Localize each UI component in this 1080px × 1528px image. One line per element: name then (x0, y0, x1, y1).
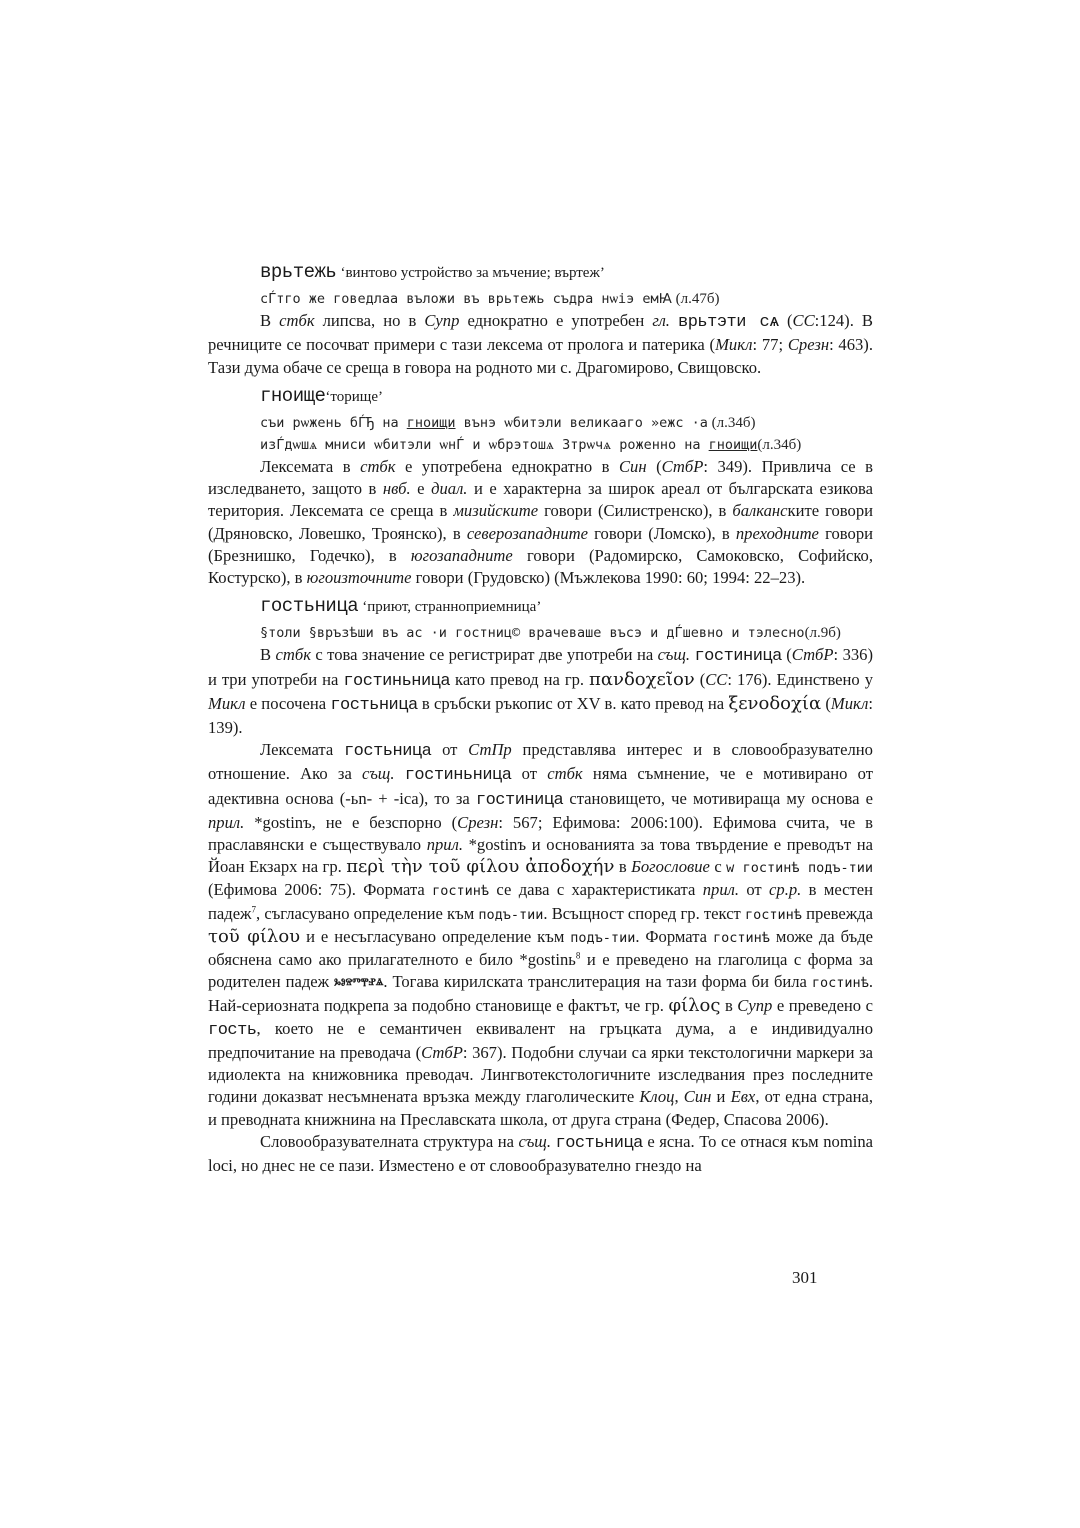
source-quote: съи рѡжень бЃЂ на гноищи вънэ ѡбитэли великааго »ежс ·а (л.34б) (260, 415, 756, 432)
page-number: 301 (792, 1268, 818, 1287)
source-quote: изЃдѡшѧ мниси ѡбитэли ѡнЃ и ѡбрэтошѧ Зтрѡчѧ роженно на гноищи(л.34б) (260, 437, 802, 454)
paragraph: В стбк липсва, но в Супр еднократно е употребен гл. врьтэти сѧ (СС:124). В речниците се посочват примери с тази лексема от пролога и патерика (Микл: 77; Срезн: 463). Тази дума обаче се среща в говора на родното ми с. Драгомирово, Свищовско. (208, 311, 873, 377)
entry-heading (208, 261, 873, 284)
paragraph: Словообразувателната структура на същ. гостьница е ясна. То се отнася към nomina loci, но днес не се пази. Изместено е от словообразувателно гнездо на (208, 1131, 873, 1175)
gloss: ‘приют, странноприемница’ (362, 599, 542, 616)
paragraph: Лексемата гостьница от СтПр представлява интерес и в словообразувателно отношение. Ако за същ. гостиньница от стбк няма съмнение, че е мотивирано от адективна основа (-ьn- + -ica), то за гостиница становището, че мотивираща му основа е прил. *gostinъ, не е безспорно (Срезн: 567; Ефимова: 2006:100). Ефимова счита, че в праславянски е съществувало прил. *gostinъ и основанията за това твърдение е преводът на Йоан Екзарх на гр. περὶ τὴν τοῦ φίλου ἀποδοχήν в Богословие с w гостинѣ подъ-тии (Ефимова 2006: 75). Формата гостинѣ се дава с характеристиката прил. от ср.р. в местен падеж$^7$, съгласувано определение към подъ-тии. Всъщност според гр. текст гостинѣ превежда τοῦ φίλου и е несъгласувано определение към подъ-тии. Формата гостинѣ може да бъде обяснена само ако прилагателното е било *gostinь$^8$ и е преведено на глаголица с форма за родителен падеж ⰳⱁⱄⱅⰹⱀⱑ. Тогава кирилската транслитерация на тази форма би била гостинѣ. Най-сериозната подкрепа за подобно становище е фактът, че гр. φίλος в Супр е преведено с гость, което не е семантичен еквивалент на гръцката дума, а е индивидуално предпочитание на преводача (СтбР: 367). Подобни случаи са ярки текстологични маркери за идиолекта на книжовника преводач. Лингвотекстологичните изследвания през последните години доказват несъмнената връзка между глаголическите Клоц, Син и Евх, от една страна, и преводната книжнина на Преславската школа, от друга страна (Федер, Спасова 2006). (208, 740, 874, 1129)
page-body (208, 255, 873, 1177)
paragraph: В стбк с това значение се регистрират две употреби на същ. гостиница (СтбР: 336) и три употреби на гостиньница като превод на гр. πανδοχεῖον (СС: 176). Единствено у Микл е посочена гостьница в сръбски ръкопис от XV в. като превод на ξενοδοχία (Микл: 139). (208, 645, 873, 738)
source-quote: §толи §връзѣши въ ас ·и гостниц© врачеваше въсэ и дЃшевно и тэлесно(л.9б) (260, 625, 841, 642)
source-quote: сЃтго же говедлаа въложи въ врьтежь съдра нѡіэ емꙖ (л.47б) (260, 291, 720, 308)
gloss: ‘винтово устройство за мъчение; въртеж’ (340, 265, 605, 281)
paragraph: Лексемата в стбк е употребена еднократно в Син (СтбР: 349). Привлича се в изследването, защото в нвб. е диал. и е характерна за широк ареал от българската езикова територия. Лексемата се среща в мизийските говори (Силистренско), в балканските говори (Дряновско, Ловешко, Троянско), в северозападните говори (Ломско), в преходните говори (Брезнишко, Годечко), в югозападните говори (Радомирско, Самоковско, Софийско, Костурско), в югоизточните говори (Грудовско) (Мъжлекова 1990: 60; 1994: 22–23). (208, 457, 874, 588)
lemma: гноище (260, 384, 326, 407)
entry-heading (208, 595, 873, 618)
lemma: гостьница (260, 595, 359, 618)
lemma: врьтежь (260, 261, 337, 283)
gloss: ‘торище’ (325, 388, 384, 405)
entry-heading (208, 385, 873, 408)
